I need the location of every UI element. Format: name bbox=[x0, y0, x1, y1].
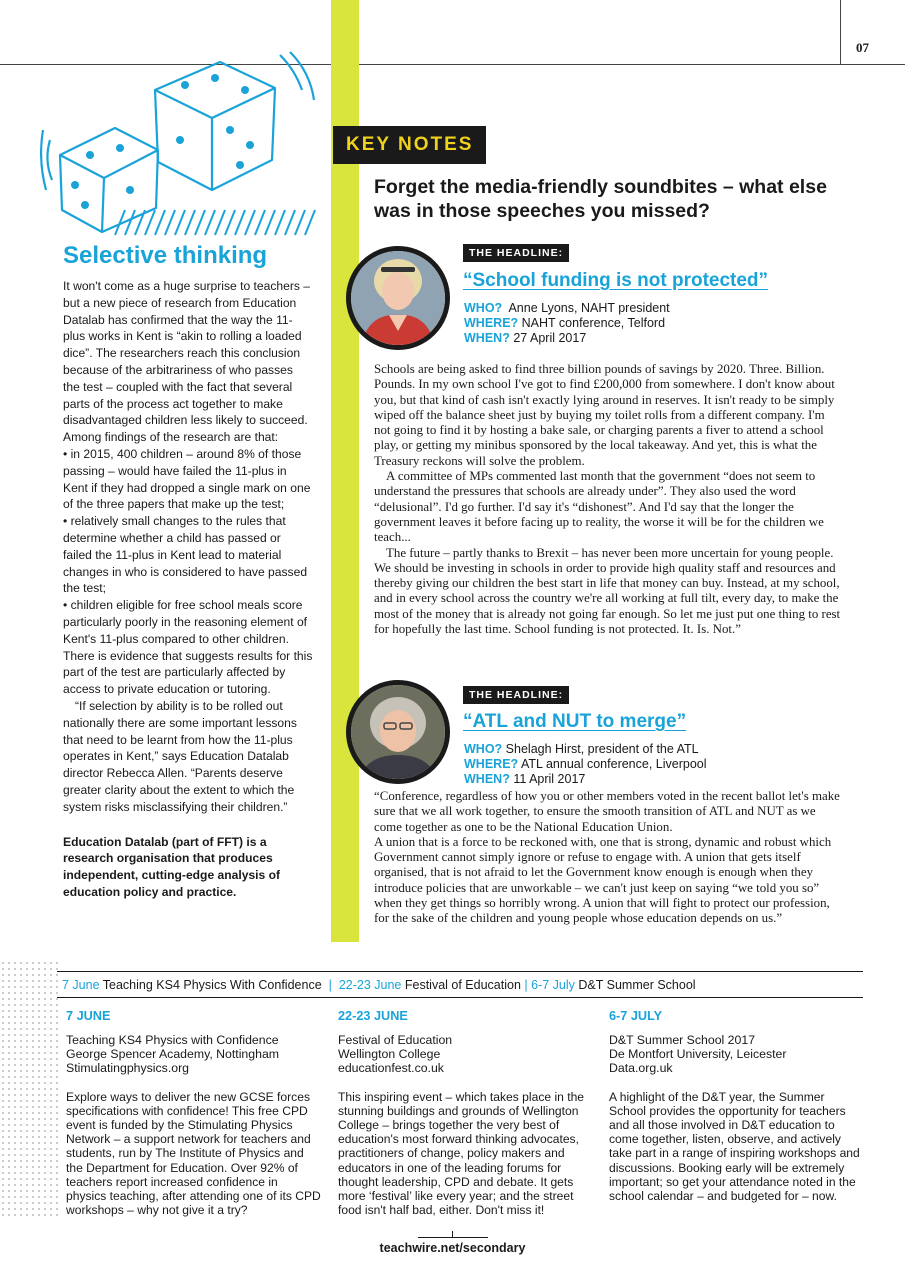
event-title: Festival of Education bbox=[338, 1033, 453, 1047]
article-bullet: • in 2015, 400 children – around 8% of those passing – would have failed the 11-plus in Kent if they had dropped a single mark on one of the three papers that make up the test; bbox=[63, 446, 311, 512]
event-date: 7 JUNE bbox=[66, 1009, 111, 1023]
speaker-photo-shelagh-hirst bbox=[346, 680, 450, 784]
strip-separator: | bbox=[524, 978, 528, 992]
event-venue: De Montfort University, Leicester bbox=[609, 1047, 787, 1062]
who-label: WHO? bbox=[464, 742, 503, 756]
speaker-photo-anne-lyons bbox=[346, 246, 450, 350]
event-date: 6-7 JULY bbox=[609, 1009, 663, 1023]
speech-paragraph: Schools are being asked to find three billion pounds of savings by 2020. Three. Billion. Pounds. In my own school I've got to find £200,000 from somewhere. I don't know about you, but that kind of cash isn't exactly lying around in reserves. It isn't ready to be simply wiped off the balance sheet just by buying my toilet rolls from a different company. I'm not going to find it by hosting a bake sale, or charging parents a fiver to attend a school play, or getting my minibus sponsored by the local takeaway. And yet, this is what the Treasury reckons will solve the problem. bbox=[374, 362, 835, 468]
event-card bbox=[66, 1009, 321, 1217]
dot-pattern bbox=[0, 960, 60, 1220]
article-body bbox=[63, 278, 313, 816]
events-rule-bottom bbox=[57, 997, 863, 998]
event-date: 22-23 JUNE bbox=[338, 1009, 408, 1023]
event-heading bbox=[338, 1033, 593, 1076]
events-rule-top bbox=[57, 971, 863, 972]
strip-event-name: D&T Summer School bbox=[578, 978, 696, 992]
speech-paragraph: “Conference, regardless of how you or other members voted in the recent ballot let's make sure that we all work together, to ensure the smooth transition of ATL and NUT as we come together as one to be the National Education Union. bbox=[374, 789, 840, 834]
when-value: 11 April 2017 bbox=[513, 772, 586, 786]
strip-event-name: Festival of Education bbox=[404, 978, 521, 992]
who-value: Shelagh Hirst, president of the ATL bbox=[505, 742, 699, 756]
person-portrait-icon bbox=[351, 251, 445, 345]
speech-text bbox=[374, 789, 846, 927]
speech-headline: “ATL and NUT to merge” bbox=[463, 711, 687, 732]
strip-date: 6-7 July bbox=[531, 978, 575, 992]
footer-rule bbox=[418, 1237, 488, 1238]
footer-url[interactable]: teachwire.net/secondary bbox=[379, 1241, 526, 1255]
footer-tick bbox=[452, 1231, 453, 1237]
where-value: NAHT conference, Telford bbox=[521, 316, 666, 330]
dice-illustration bbox=[40, 50, 330, 240]
article-paragraph: It won't come as a huge surprise to teachers – but a new piece of research from Education Datalab has confirmed that the way the 11-plus works in Kent is “akin to rolling a loaded dice”. The researchers reach this conclusion because of the arbitrariness of who passes the test – coupled with the fact that several parts of the process act together to make disadvantaged children less likely to succeed. Among findings of the research are that: bbox=[63, 279, 311, 445]
headline-tag: THE HEADLINE: bbox=[463, 244, 569, 262]
article-footer-note: Education Datalab (part of FFT) is a research organisation that produces independent, cutting-edge analysis of education policy and practice. bbox=[63, 834, 281, 899]
key-notes-label: KEY NOTES bbox=[333, 126, 486, 164]
where-label: WHERE? bbox=[464, 316, 519, 330]
headline-tag: THE HEADLINE: bbox=[463, 686, 569, 704]
event-card bbox=[609, 1009, 864, 1203]
article-bullet: • children eligible for free school meals score particularly poorly in the reasoning element of Kent's 11-plus compared to other children. There is evidence that suggests results for this part of the test are particularly affected by access to private education or tutoring. bbox=[63, 598, 313, 697]
article-bullet: • relatively small changes to the rules that determine whether a child has passed or failed the 11-plus in Kent lead to material changes in who is considered to have passed the test; bbox=[63, 514, 308, 596]
speech-paragraph: A union that is a force to be reckoned with, one that is strong, dynamic and robust which Government cannot simply ignore or refuse to engage with. A union that gets itself organised, that is not afraid to let the Government know enough is enough when they introduce policies that are unworkable – we can't just keep on saying “we told you so” when they get things so horribly wrong. A union that will fight to protect our profession, for the sake of the children and young people whose education depends on us.” bbox=[374, 834, 832, 926]
speech-headline: “School funding is not protected” bbox=[463, 270, 769, 291]
selective-thinking-article bbox=[63, 242, 313, 901]
events-strip bbox=[62, 978, 696, 992]
event-heading bbox=[66, 1033, 321, 1076]
event-title: Teaching KS4 Physics with Confidence bbox=[66, 1033, 279, 1047]
event-description: A highlight of the D&T year, the Summer School provides the opportunity for teachers and all those involved in D&T education to come together, listen, observe, and actively take part in a range of inspiring workshops and discussions. Booking early will be extremely important; so get your attendance noted in the school calendar – and budgeted for – now. bbox=[609, 1089, 860, 1204]
where-value: ATL annual conference, Liverpool bbox=[520, 757, 707, 771]
article-paragraph: “If selection by ability is to be rolled out nationally there are some important lessons that need to be learnt from how the 11-plus operates in Kent,” says Education Datalab director Rebecca Allen. “Parents deserve greater clarity about the extent to which the system risks misclassifying their children.” bbox=[63, 698, 297, 814]
strip-event-name: Teaching KS4 Physics With Confidence bbox=[102, 978, 322, 992]
event-venue: Wellington College bbox=[338, 1047, 441, 1062]
key-notes-subtitle: Forget the media-friendly soundbites – what else was in those speeches you missed? bbox=[374, 176, 827, 222]
who-label: WHO? bbox=[464, 301, 503, 315]
event-venue: George Spencer Academy, Nottingham bbox=[66, 1047, 280, 1062]
strip-date: 22-23 June bbox=[338, 978, 402, 992]
where-label: WHERE? bbox=[464, 757, 519, 771]
strip-date: 7 June bbox=[62, 978, 100, 992]
event-website: Stimulatingphysics.org bbox=[66, 1061, 190, 1076]
when-label: WHEN? bbox=[464, 331, 510, 345]
event-website: educationfest.co.uk bbox=[338, 1061, 444, 1076]
article-title: Selective thinking bbox=[63, 242, 268, 269]
event-heading bbox=[609, 1033, 864, 1076]
speech-meta bbox=[464, 742, 707, 787]
speech-meta bbox=[464, 301, 670, 346]
person-portrait-icon bbox=[351, 685, 445, 779]
speech-paragraph: A committee of MPs commented last month that the government “does not seem to understand the pressures that schools are already under”. They also used the word “delusional”. I'd go further. I'd say it's “dishonest”. And I'd say that the longer the government leaves it before facing up to reality, the worse it will be for the children we teach... bbox=[374, 469, 824, 545]
event-card bbox=[338, 1009, 593, 1217]
when-label: WHEN? bbox=[464, 772, 510, 786]
speech-paragraph: The future – partly thanks to Brexit – has never been more uncertain for young people. We should be investing in schools in order to provide high quality staff and resources and thereby giving our children the best start in life that money can buy. Instead, at my school, and in every school across the country we're all working at full tilt, every day, to make the most of the money that is already not going far enough. So let me just put one thing to rest for hopefully the last time. School funding is not protected. It. Is. Not.” bbox=[374, 545, 841, 637]
event-title: D&T Summer School 2017 bbox=[609, 1033, 756, 1047]
header-vertical-rule bbox=[840, 0, 841, 64]
event-description: This inspiring event – which takes place in the stunning buildings and grounds of Wellington College – brings together the very best of education's most forward thinking advocates, practitioners of change, policy makers and educators in one of the leading forums for thought leadership, CPD and debate. It gets more ‘festival’ like every year; and the street food isn't half bad, either. Don't miss it! bbox=[338, 1089, 585, 1218]
strip-separator: | bbox=[328, 978, 332, 992]
page-number: 07 bbox=[856, 40, 869, 55]
speech-text bbox=[374, 362, 844, 637]
event-website: Data.org.uk bbox=[609, 1061, 673, 1076]
who-value: Anne Lyons, NAHT president bbox=[508, 301, 670, 315]
when-value: 27 April 2017 bbox=[513, 331, 587, 345]
event-description: Explore ways to deliver the new GCSE forces specifications with confidence! This free CPD event is funded by the Stimulating Physics Network – a support network for teachers and students, run by The Institute of Physics and the Department for Education. Over 92% of teachers report increased confidence in physics teaching, after attending one of its CPD workshops – why not give it a try? bbox=[66, 1089, 321, 1218]
